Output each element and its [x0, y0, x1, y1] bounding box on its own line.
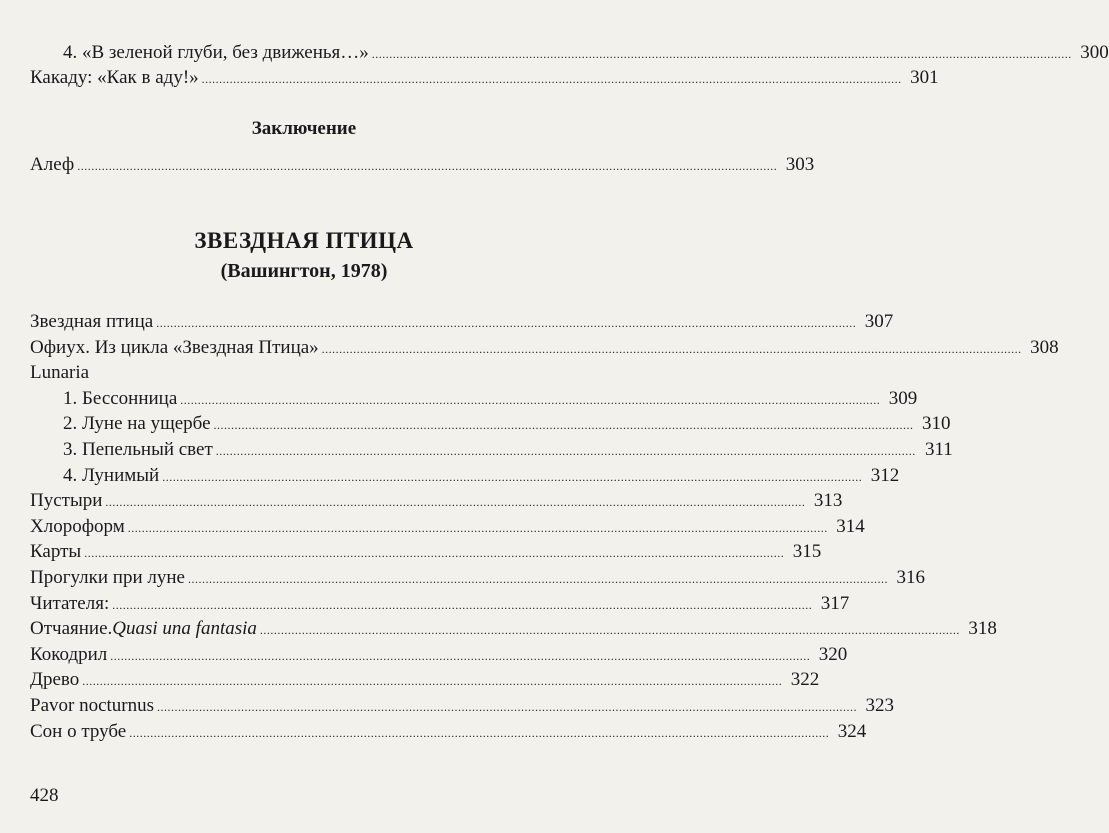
toc-entry: [0, 694, 895, 719]
toc-entry-title: Какаду: «Как в аду!»: [30, 67, 199, 88]
toc-entry-title: Прогулки при луне: [30, 567, 185, 588]
toc-entry-page: 303: [785, 154, 815, 175]
dot-leader: ........................................................................................................................................................................................................: [157, 700, 858, 714]
toc-entry-title: Отчаяние.: [30, 618, 113, 640]
dot-leader: ........................................................................................................................................................................................................: [187, 572, 888, 586]
dot-leader: ........................................................................................................................................................................................................: [215, 444, 916, 458]
dot-leader: ........................................................................................................................................................................................................: [259, 623, 960, 638]
toc-entry: [0, 720, 867, 745]
toc-entry: [0, 668, 820, 693]
dot-leader: ........................................................................................................................................................................................................: [77, 159, 778, 173]
dot-leader: ........................................................................................................................................................................................................: [162, 469, 863, 484]
dot-leader: ........................................................................................................................................................................................................: [84, 546, 785, 561]
toc-entry-page: 322: [790, 669, 820, 691]
toc-entry: [0, 361, 608, 385]
dot-leader: ........................................................................................................................................................................................................: [371, 47, 1072, 61]
toc-entry-page: 309: [888, 387, 918, 409]
toc-entry-page: 308: [1030, 336, 1059, 358]
toc-entry-page: 316: [896, 567, 925, 588]
toc-entry: [0, 153, 815, 178]
toc-entry-title: Офиух. Из цикла «Звездная Птица»: [30, 336, 319, 358]
toc-entry-title: Пустыри: [30, 490, 103, 512]
dot-leader: ........................................................................................................................................................................................................: [156, 316, 857, 330]
conclusion-heading: Заключение: [251, 118, 357, 139]
toc-entry: [0, 592, 850, 617]
toc-entry: [0, 566, 925, 591]
section-title: ЗВЕЗДНАЯ ПТИЦА: [194, 228, 414, 253]
toc-entry-title: Lunaria: [30, 362, 90, 384]
toc-entry: [0, 310, 894, 335]
toc-entry-title: Древо: [30, 669, 80, 691]
toc-entry: [0, 387, 918, 412]
dot-leader: ........................................................................................................................................................................................................: [201, 72, 902, 86]
toc-entry: [0, 540, 822, 565]
toc-entry: [0, 438, 953, 463]
toc-entry-page: 323: [865, 695, 895, 716]
section-subtitle: (Вашингтон, 1978): [220, 260, 388, 282]
toc-entry-page: 314: [836, 515, 865, 537]
toc-entry-page: 301: [910, 67, 939, 88]
toc-entry: [0, 489, 843, 514]
toc-entry-page: 307: [864, 311, 894, 332]
toc-entry-title: Кокодрил: [30, 643, 108, 665]
toc-entry: [0, 515, 865, 540]
toc-entry-page: 317: [820, 592, 850, 614]
toc-entry-title: Звездная птица: [30, 311, 154, 332]
toc-entry-title: 4. «В зеленой глуби, без движенья…»: [63, 42, 369, 63]
toc-entry-page: 311: [925, 439, 953, 460]
toc-entry-title: Pavor nocturnus: [30, 695, 155, 716]
toc-entry-page: 300: [1080, 42, 1109, 63]
toc-entry: [0, 643, 848, 668]
toc-entry-page: 324: [837, 720, 867, 742]
toc-entry-page: 312: [870, 464, 900, 486]
toc-entry: [0, 617, 997, 642]
toc-entry: [0, 464, 900, 489]
dot-leader: ........................................................................................................................................................................................................: [213, 418, 914, 433]
toc-entry: [0, 41, 1109, 66]
dot-leader: ........................................................................................................................................................................................................: [129, 725, 830, 740]
toc-entry-title: Сон о трубе: [30, 720, 127, 742]
toc-entry: [0, 66, 939, 91]
dot-leader: ........................................................................................................................................................................................................: [321, 341, 1022, 356]
toc-entry-page: 318: [968, 618, 997, 640]
toc-entry-title: 3. Пепельный свет: [63, 439, 213, 460]
toc-entry: [0, 336, 1059, 361]
dot-leader: ........................................................................................................................................................................................................: [110, 648, 811, 663]
toc-entry-title: Читателя:: [30, 592, 110, 614]
page-number: 428: [30, 785, 59, 806]
toc-entry-title: 2. Луне на ущербе: [63, 413, 211, 435]
toc-entry-title: Алеф: [30, 154, 75, 175]
dot-leader: ........................................................................................................................................................................................................: [82, 674, 783, 689]
toc-entry-title-italic: Quasi una fantasia: [112, 618, 257, 640]
dot-leader: ........................................................................................................................................................................................................: [180, 392, 881, 407]
toc-entry-page: 313: [813, 490, 843, 512]
toc-entry: [0, 412, 951, 437]
dot-leader: ........................................................................................................................................................................................................: [127, 520, 828, 535]
toc-entry-title: 4. Лунимый: [63, 464, 160, 486]
toc-entry-title: Карты: [30, 541, 82, 563]
toc-entry-page: 310: [922, 413, 951, 435]
toc-entry-title: Хлороформ: [30, 515, 125, 537]
toc-entry-page: 320: [818, 643, 848, 665]
dot-leader: ........................................................................................................................................................................................................: [112, 597, 813, 612]
toc-entry-title: 1. Бессонница: [63, 387, 178, 409]
toc-entry-page: 315: [792, 541, 822, 563]
dot-leader: ........................................................................................................................................................................................................: [105, 495, 806, 510]
